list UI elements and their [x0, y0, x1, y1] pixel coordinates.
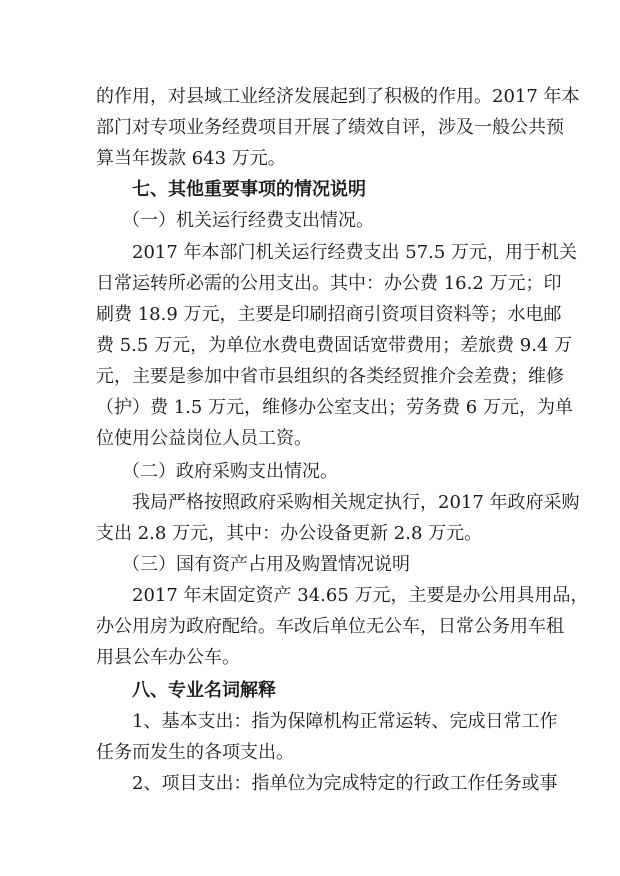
paragraph-line: 算当年拨款 643 万元。 [96, 148, 286, 169]
paragraph-line: 办公用房为政府配给。车改后单位无公车，日常公务用车租 [96, 616, 564, 637]
paragraph-line: 我局严格按照政府采购相关规定执行，2017 年政府采购 [132, 492, 580, 513]
paragraph-line: 支出 2.8 万元，其中：办公设备更新 2.8 万元。 [96, 523, 483, 544]
paragraph-line: 任务而发生的各项支出。 [96, 742, 294, 763]
paragraph-line: 1、基本支出：指为保障机构正常运转、完成日常工作 [132, 711, 558, 732]
paragraph-line: 用县公车办公车。 [96, 647, 240, 668]
subsection-heading-2: （二）政府采购支出情况。 [122, 461, 338, 482]
paragraph-line: 2017 年本部门机关运行经费支出 57.5 万元，用于机关 [132, 242, 578, 263]
paragraph-line: （护）费 1.5 万元，维修办公室支出；劳务费 6 万元，为单 [96, 397, 573, 418]
paragraph-line: 的作用，对县域工业经济发展起到了积极的作用。2017 年本 [96, 86, 580, 107]
subsection-heading-3: （三）国有资产占用及购置情况说明 [122, 554, 410, 575]
paragraph-line: 位使用公益岗位人员工资。 [96, 428, 312, 449]
section-heading-7: 七、其他重要事项的情况说明 [132, 179, 366, 200]
paragraph-line: 费 5.5 万元，为单位水费电费固话宽带费用；差旅费 9.4 万 [96, 335, 573, 356]
subsection-heading-1: （一）机关运行经费支出情况。 [122, 210, 374, 231]
paragraph-line: 部门对专项业务经费项目开展了绩效自评，涉及一般公共预 [96, 117, 564, 138]
section-heading-8: 八、专业名词解释 [132, 680, 276, 701]
paragraph-line: 2017 年末固定资产 34.65 万元，主要是办公用具用品， [132, 585, 589, 606]
paragraph-line: 日常运转所必需的公用支出。其中：办公费 16.2 万元；印 [96, 273, 562, 294]
paragraph-line: 2、项目支出：指单位为完成特定的行政工作任务或事 [132, 773, 558, 794]
paragraph-line: 刷费 18.9 万元，主要是印刷招商引资项目资料等；水电邮 [96, 304, 562, 325]
paragraph-line: 元，主要是参加中省市县组织的各类经贸推介会差费；维修 [96, 366, 564, 387]
